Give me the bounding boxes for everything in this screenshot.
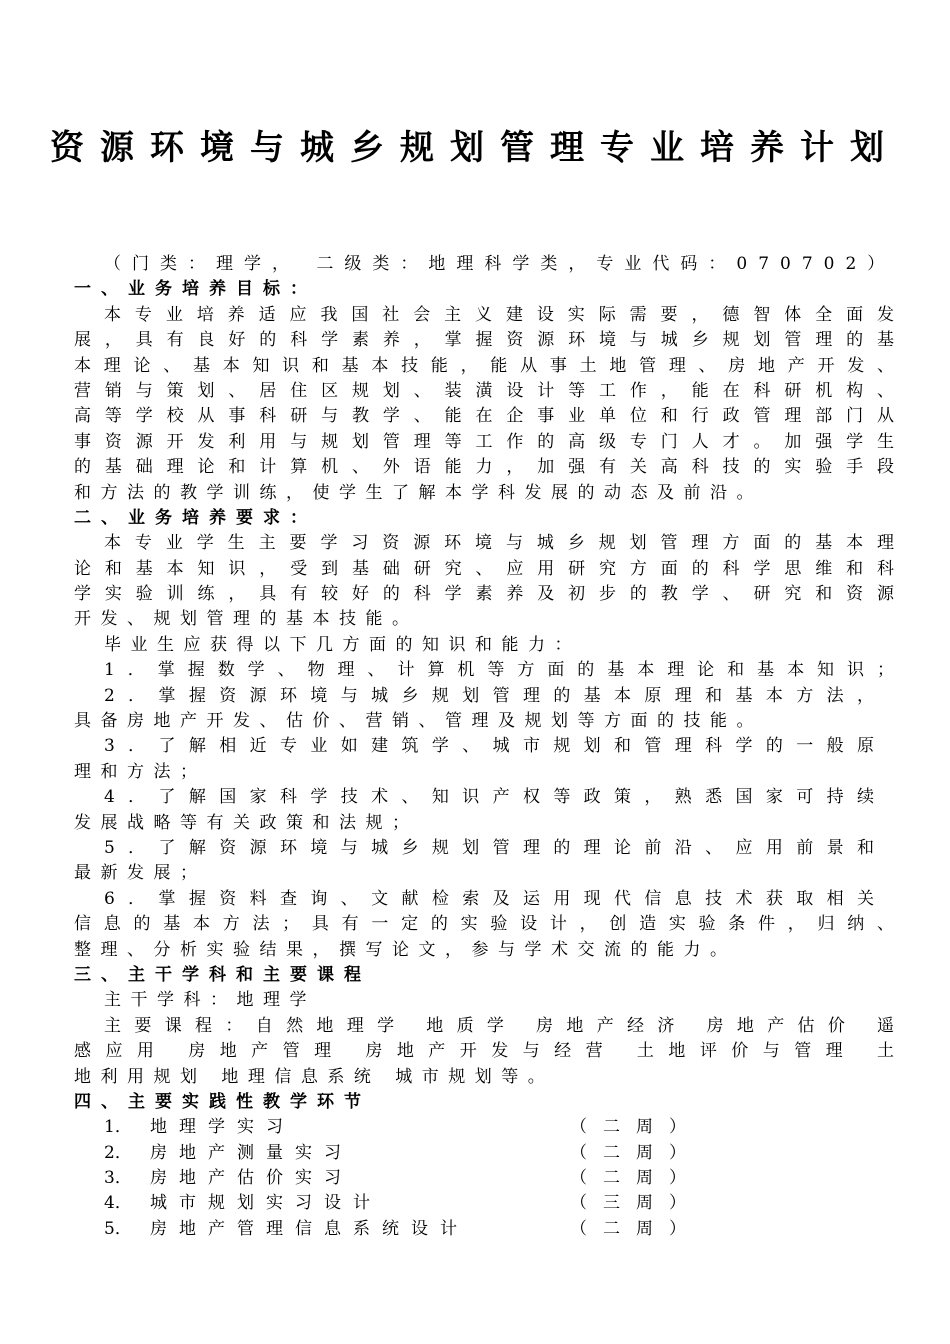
paragraph-line: 和方法的教学训练，使学生了解本学科发展的动态及前沿。	[74, 482, 763, 503]
paragraph-line: 营销与策划、居住区规划、装潢设计等工作，能在科研机构、	[74, 380, 894, 401]
list-item: 6．掌握资料查询、文献检索及运用现代信息技术获取相关	[104, 888, 874, 909]
paragraph-line: 开发、规划管理的基本技能。	[74, 609, 419, 630]
main-courses-line: 主要课程：自然地理学 地质学 房地产经济 房地产估价 遥	[104, 1015, 894, 1036]
practice-item	[74, 1217, 894, 1242]
practice-duration: （二周）	[570, 1142, 702, 1163]
list-item: 1．掌握数学、物理、计算机等方面的基本理论和基本知识；	[104, 660, 894, 681]
practice-item	[74, 1191, 894, 1216]
practice-duration: （三周）	[570, 1193, 702, 1214]
list-item: 2．掌握资源环境与城乡规划管理的基本原理和基本方法，	[104, 685, 874, 706]
list-item-continuation: 理和方法；	[74, 761, 207, 782]
main-courses-line: 感应用 房地产管理 房地产开发与经营 土地评价与管理 土	[74, 1041, 894, 1062]
practice-duration: （二周）	[570, 1218, 702, 1239]
list-item-continuation: 最新发展；	[74, 863, 207, 884]
paragraph-line: 论和基本知识，受到基础研究、应用研究方面的科学思维和科	[74, 558, 894, 579]
page-title: 资源环境与城乡规划管理专业培养计划	[50, 128, 900, 168]
list-item-continuation: 整理、分析实验结果，撰写论文，参与学术交流的能力。	[74, 939, 737, 960]
practice-number: 1．	[104, 1117, 132, 1138]
main-discipline: 主干学科：地理学	[104, 990, 316, 1011]
practice-number: 2．	[104, 1142, 132, 1163]
section4-heading: 四、主要实践性教学环节	[74, 1091, 371, 1112]
list-item: 5．了解资源环境与城乡规划管理的理论前沿、应用前景和	[104, 837, 874, 858]
practice-name: 房地产测量实习	[150, 1142, 353, 1163]
practice-number: 4．	[104, 1193, 132, 1214]
practice-name: 房地产估价实习	[150, 1168, 353, 1189]
category-line: （门类：理学， 二级类：地理科学类，专业代码：070702）	[104, 254, 896, 274]
paragraph-line: 事资源开发利用与规划管理等工作的高级专门人才。加强学生	[74, 431, 894, 452]
practice-duration: （二周）	[570, 1168, 702, 1189]
paragraph-line: 本专业培养适应我国社会主义建设实际需要，德智体全面发	[104, 304, 894, 325]
paragraph-line: 毕业生应获得以下几方面的知识和能力：	[104, 634, 581, 655]
practice-duration: （二周）	[570, 1117, 702, 1138]
document-body	[74, 252, 894, 1242]
paragraph-line: 展，具有良好的科学素养，掌握资源环境与城乡规划管理的基	[74, 330, 894, 351]
list-item-continuation: 具备房地产开发、估价、营销、管理及规划等方面的技能。	[74, 711, 763, 732]
section2-heading: 二、业务培养要求：	[74, 507, 317, 528]
paragraph-line: 本理论、基本知识和基本技能，能从事土地管理、房地产开发、	[74, 355, 894, 376]
practice-number: 5．	[104, 1218, 132, 1239]
main-courses-line: 地利用规划 地理信息系统 城市规划等。	[74, 1066, 555, 1087]
paragraph-line: 的基础理论和计算机、外语能力，加强有关高科技的实验手段	[74, 457, 894, 478]
paragraph-line: 学实验训练，具有较好的科学素养及初步的教学、研究和资源	[74, 584, 894, 605]
paragraph-line: 本专业学生主要学习资源环境与城乡规划管理方面的基本理	[104, 533, 894, 554]
list-item-continuation: 发展战略等有关政策和法规；	[74, 812, 419, 833]
practice-name: 城市规划实习设计	[150, 1193, 382, 1214]
practice-item	[74, 1115, 894, 1140]
practice-name: 房地产管理信息系统设计	[150, 1218, 469, 1239]
practice-item	[74, 1141, 894, 1166]
list-item-continuation: 信息的基本方法；具有一定的实验设计，创造实验条件，归纳、	[74, 914, 894, 935]
practice-name: 地理学实习	[150, 1117, 295, 1138]
paragraph-line: 高等学校从事科研与教学、能在企事业单位和行政管理部门从	[74, 406, 894, 427]
practice-number: 3．	[104, 1168, 132, 1189]
section3-heading: 三、主干学科和主要课程	[74, 964, 371, 985]
list-item: 4．了解国家科学技术、知识产权等政策，熟悉国家可持续	[104, 787, 874, 808]
practice-item	[74, 1166, 894, 1191]
section1-heading: 一、业务培养目标：	[74, 279, 317, 300]
list-item: 3．了解相近专业如建筑学、城市规划和管理科学的一般原	[104, 736, 874, 757]
